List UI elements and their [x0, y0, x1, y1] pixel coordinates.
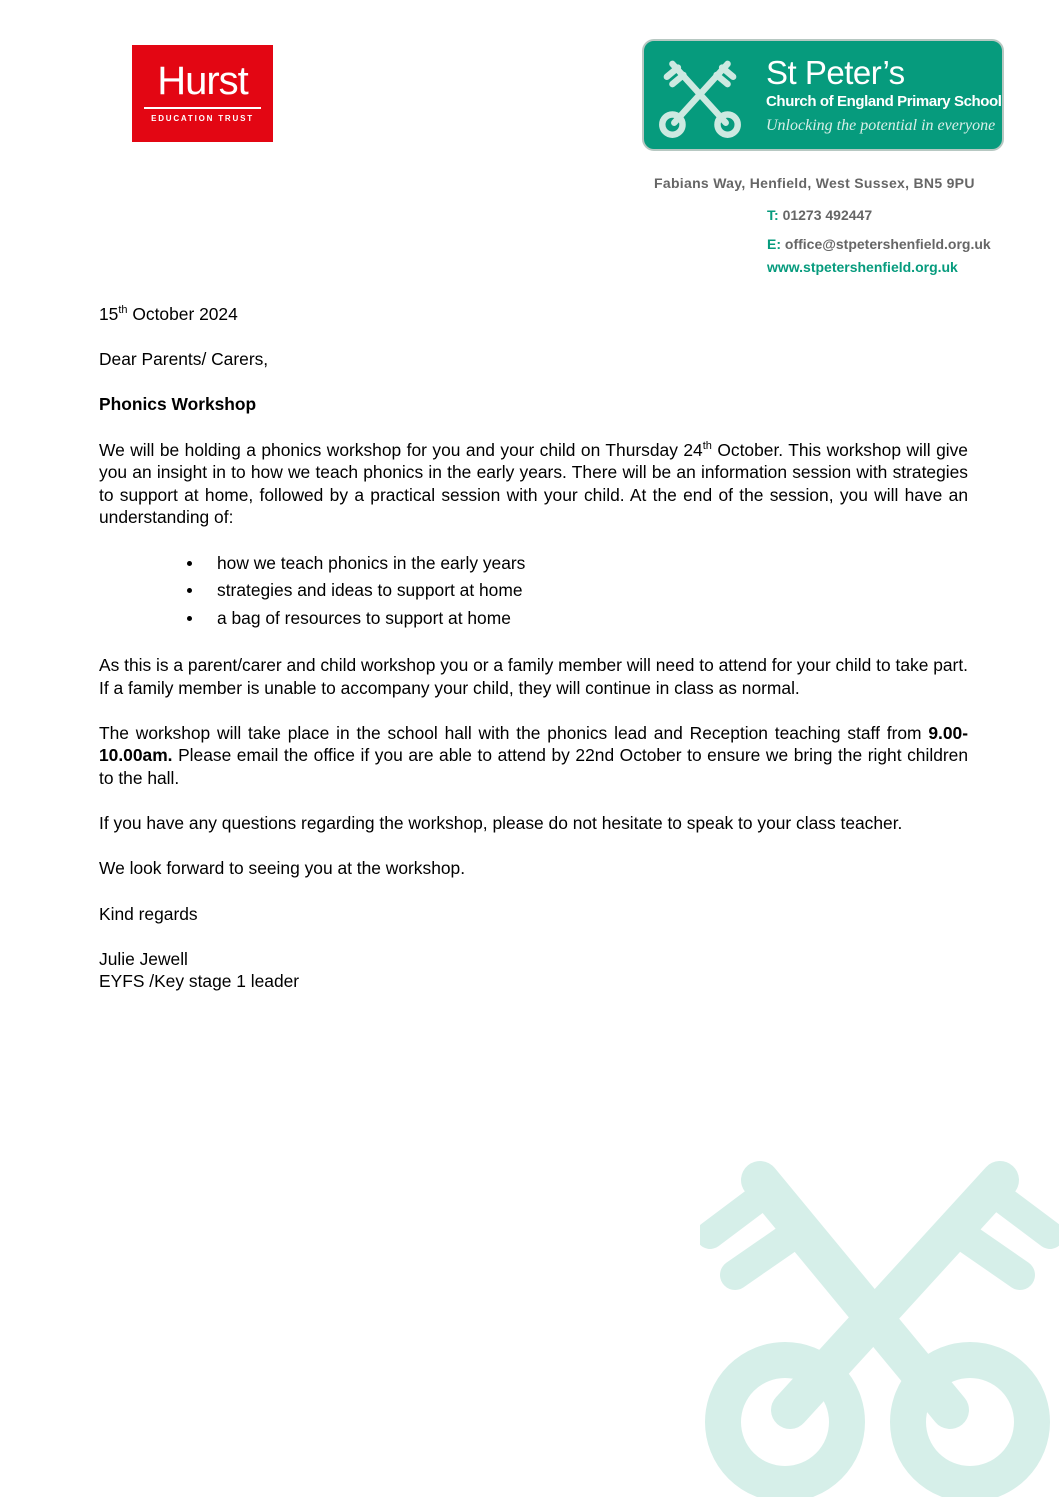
closing: Kind regards [99, 903, 198, 924]
letter-heading: Phonics Workshop [99, 394, 257, 415]
letter-date: 15th October 2024 [99, 304, 238, 324]
signer-title: EYFS /Key stage 1 leader [99, 971, 300, 992]
signature [99, 948, 968, 993]
list-item: a bag of resources to support at home [99, 607, 968, 635]
paragraph-questions: If you have any questions regarding the workshop, please do not hesitate to speak to your class teacher. [99, 813, 903, 834]
st-peters-logo [642, 39, 1004, 151]
crossed-keys-watermark-icon [700, 1160, 1059, 1497]
salutation: Dear Parents/ Carers, [99, 349, 269, 370]
school-phone [767, 207, 872, 223]
hurst-logo [132, 45, 273, 142]
hurst-logo-rule [144, 107, 261, 109]
phone-label: T: [767, 207, 779, 223]
signer-name: Julie Jewell [99, 948, 188, 969]
school-subtitle: Church of England Primary School [766, 93, 1002, 110]
letter-body [99, 303, 968, 993]
paragraph-intro: We will be holding a phonics workshop for you and your child on Thursday 24th October. This workshop will give you an insight in to how we teach phonics in the early years. There will be an information session with strategies to support at home, followed by a practical session with your child. At the end of the session, you will have an understanding of: [99, 439, 968, 528]
hurst-logo-subtitle: EDUCATION TRUST [151, 114, 254, 123]
bullet-list [99, 552, 968, 635]
email-label: E: [767, 236, 781, 252]
hurst-logo-name: Hurst [157, 59, 248, 103]
phone-number: 01273 492447 [782, 207, 873, 223]
paragraph-logistics: The workshop will take place in the school hall with the phonics lead and Reception teaching staff from 9.00-10.00am. Please email the office if you are able to attend by 22nd October to ensure we bring the right children to the hall. [99, 722, 968, 788]
school-email [767, 236, 991, 252]
crossed-keys-icon [654, 51, 746, 143]
paragraph-attendance: As this is a parent/carer and child workshop you or a family member will need to attend for your child to take part. If a family member is unable to accompany your child, they will continue in class as normal. [99, 655, 968, 698]
school-name: St Peter’s [766, 54, 905, 91]
paragraph-closing-line: We look forward to seeing you at the workshop. [99, 858, 466, 879]
list-item: strategies and ideas to support at home [99, 579, 968, 607]
list-item: how we teach phonics in the early years [99, 552, 968, 580]
school-motto: Unlocking the potential in everyone [766, 117, 996, 134]
email-address[interactable]: office@stpetershenfield.org.uk [784, 236, 991, 252]
school-website[interactable]: www.stpetershenfield.org.uk [767, 259, 958, 275]
school-address: Fabians Way, Henfield, West Sussex, BN5 9PU [654, 175, 975, 191]
